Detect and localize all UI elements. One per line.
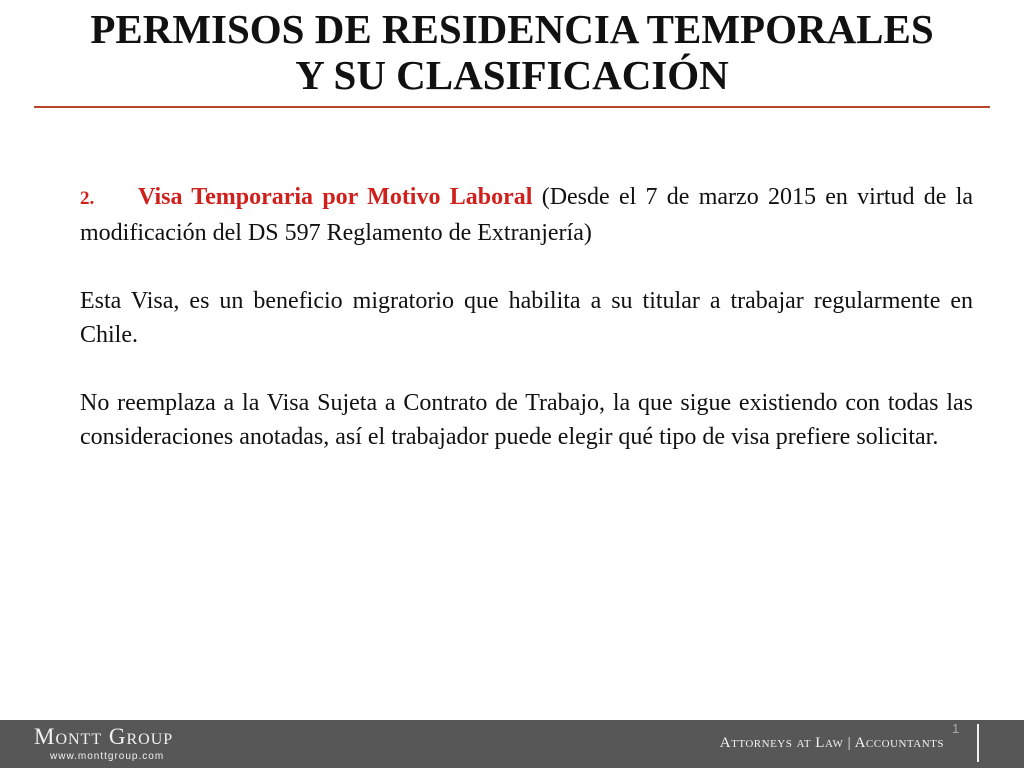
item-heading: Visa Temporaria por Motivo Laboral (138, 184, 533, 210)
list-item (80, 180, 973, 250)
title-line-2: Y SU CLASIFICACIÓN (295, 52, 729, 98)
paragraph-replacement: No reemplaza a la Visa Sujeta a Contrato de Trabajo, la que sigue existiendo con todas las consideraciones anotadas, así el trabajador puede elegir qué tipo de visa prefiere solicitar. (80, 390, 973, 450)
item-text: (Desde el 7 de marzo 2015 en virtud de la modificación del DS 597 Reglamento de Extranjería) (80, 184, 974, 246)
footer-divider (977, 724, 979, 762)
title-underline (34, 106, 990, 108)
page-number: 1 (952, 721, 960, 736)
brand-logo: Montt Group (34, 724, 174, 749)
slide-body (80, 180, 973, 488)
footer-bar (0, 720, 1024, 768)
brand-url: www.monttgroup.com (50, 751, 165, 762)
footer-tagline: Attorneys at Law | Accountants (719, 735, 944, 751)
slide-title (20, 6, 1004, 98)
item-number: 2. (80, 188, 95, 209)
paragraph-benefit: Esta Visa, es un beneficio migratorio que habilita a su titular a trabajar regularmente en Chile. (80, 288, 973, 348)
title-line-1: PERMISOS DE RESIDENCIA TEMPORALES (90, 6, 934, 52)
